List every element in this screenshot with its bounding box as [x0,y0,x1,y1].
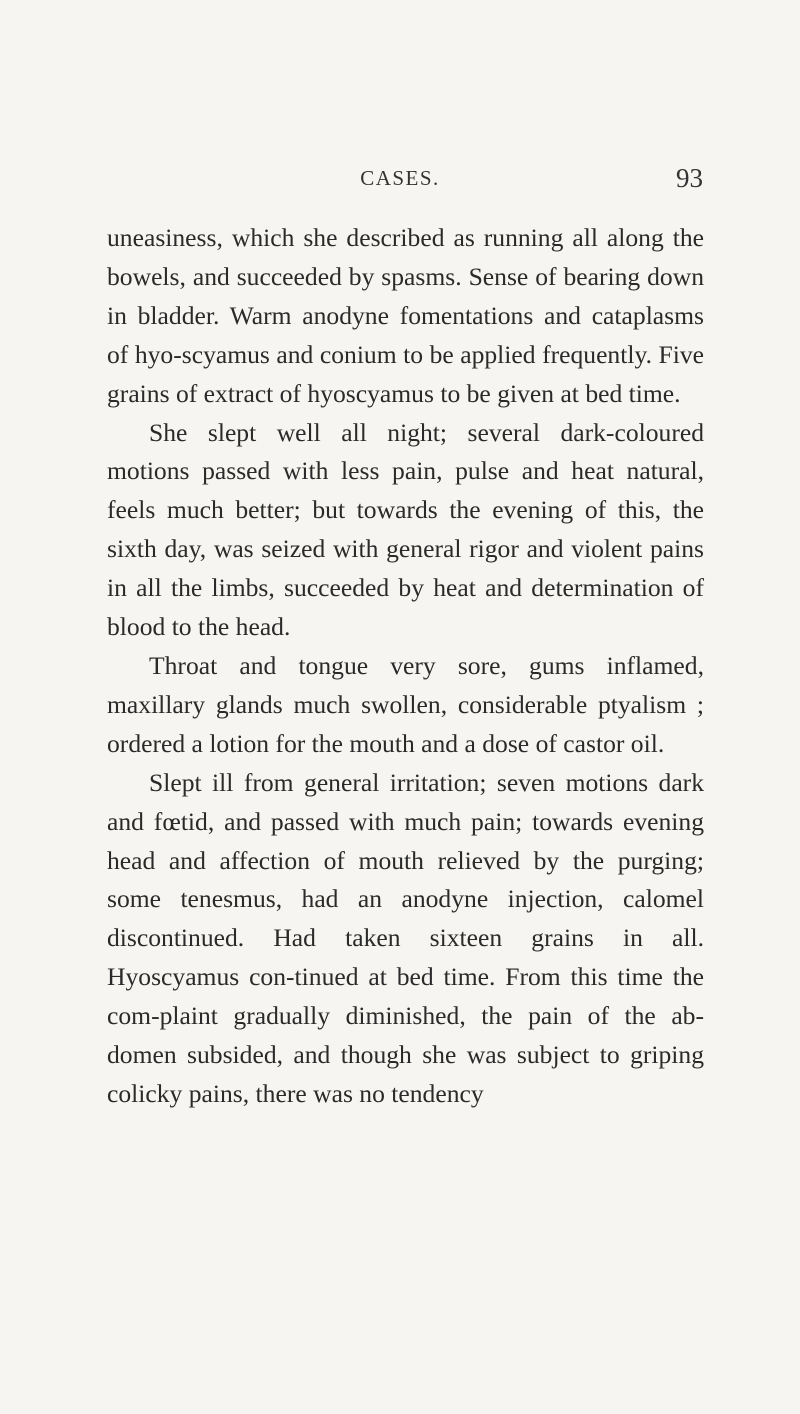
paragraph: She slept well all night; several dark-coloured motions passed with less pain, pulse and heat natural, feels much better; but towards the evening of this, the sixth day, was seized with general rigor and violent pains in all the limbs, succeeded by heat and determination of blood to the head. [107,417,704,642]
paragraph: Throat and tongue very sore, gums inflamed, maxillary glands much swollen, considerable ptyalism ; ordered a lotion for the mouth and a dose of castor oil. [107,650,704,758]
running-head-title: CASES. [360,166,440,190]
page-number: 93 [676,163,703,193]
body-text [107,219,704,1114]
paragraph-continued: uneasiness, which she described as running all along the bowels, and succeeded by spasms. Sense of bearing down in bladder. Warm anodyne fomentations and cataplasms of hyo-scyamus and conium to be applied frequently. Five grains of extract of hyoscyamus to be given at bed time. [107,223,704,408]
running-head [0,163,800,196]
paragraph: Slept ill from general irritation; seven motions dark and fœtid, and passed with much pain; towards evening head and affection of mouth relieved by the purging; some tenesmus, had an anodyne injection, calomel discontinued. Had taken sixteen grains in all. Hyoscyamus con-tinued at bed time. From this time the com-plaint gradually diminished, the pain of the ab-domen subsided, and though she was subject to griping colicky pains, there was no tendency [107,767,704,1108]
